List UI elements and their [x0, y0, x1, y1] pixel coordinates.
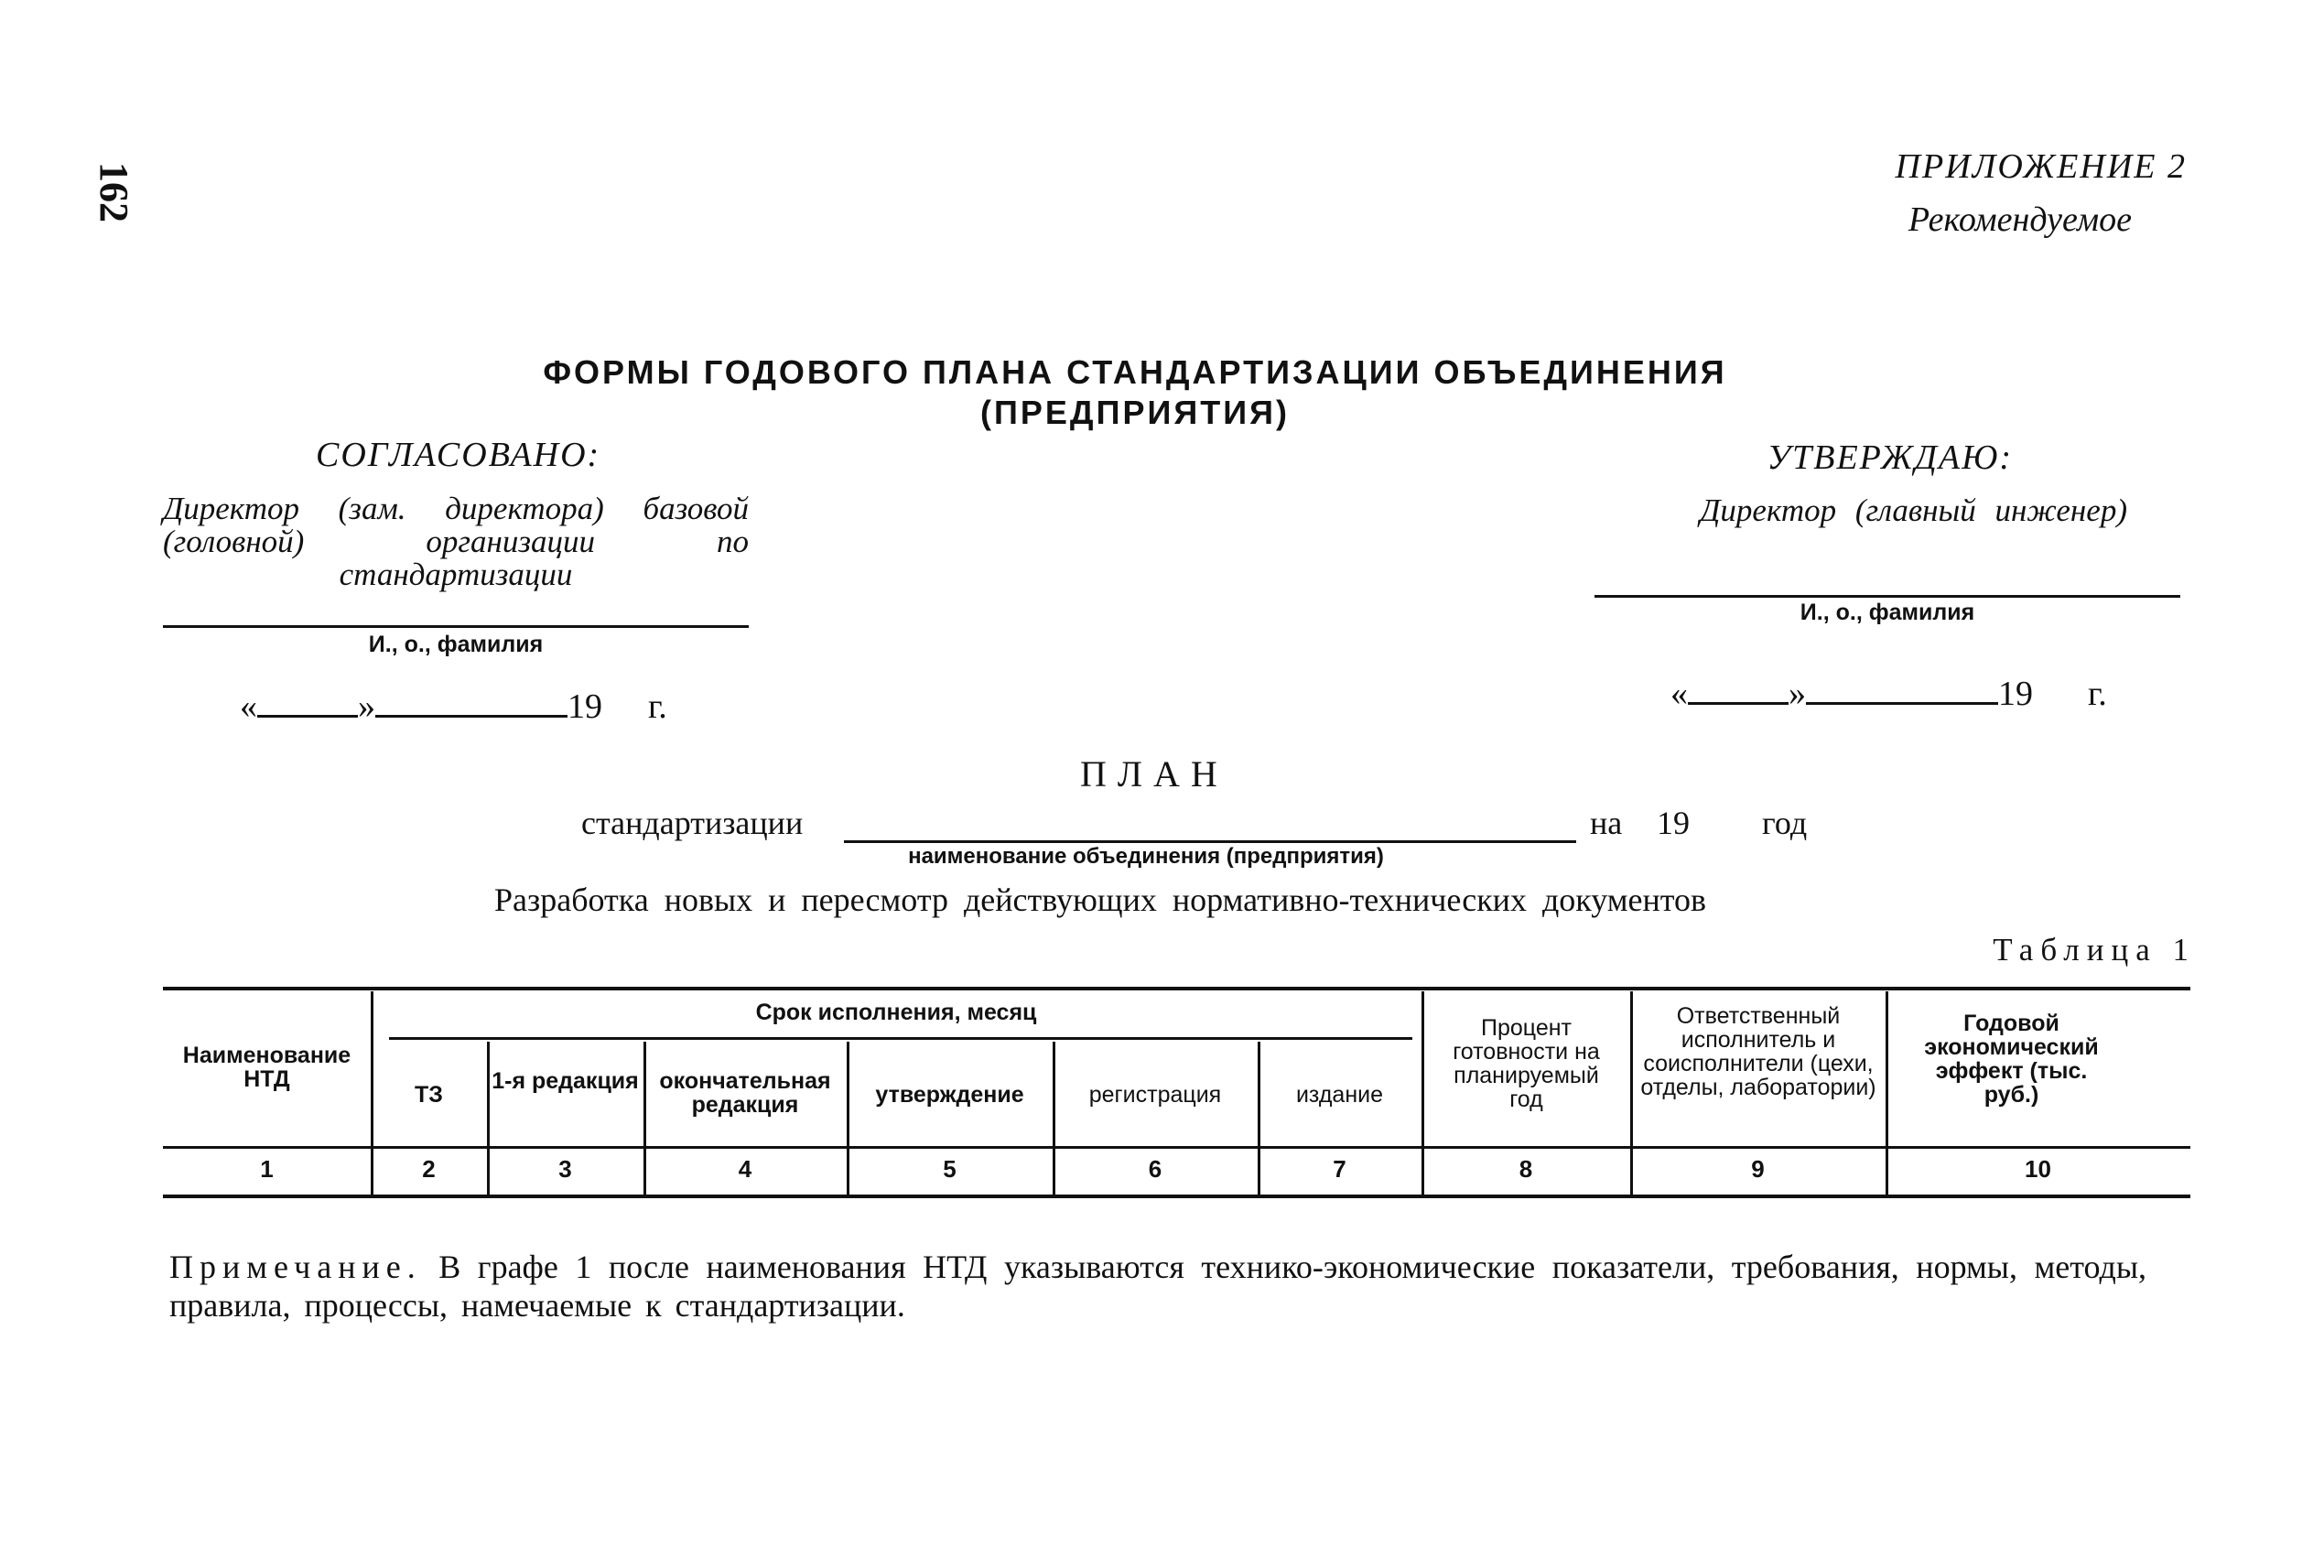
document-title-line2: (ПРЕДПРИЯТИЯ)	[980, 394, 1290, 431]
plan-year-word: год	[1762, 805, 1808, 841]
plan-subtitle: Разработка новых и пересмотр действующих нормативно-технических документов	[494, 881, 1707, 918]
column-number: 6	[1148, 1155, 1162, 1183]
column-number: 3	[558, 1155, 572, 1183]
approve-date-line	[1670, 674, 2107, 714]
column-number: 8	[1519, 1155, 1533, 1183]
column-number: 9	[1751, 1155, 1765, 1183]
column-header-tz: ТЗ	[415, 1082, 443, 1108]
agreed-heading: СОГЛАСОВАНО:	[316, 436, 601, 474]
table-bottom-rule	[163, 1195, 2190, 1198]
column-header-responsible: Ответственный исполнитель и соисполнители (цехи, отделы, лаборатории)	[1640, 1003, 1876, 1100]
table-divider	[1053, 1042, 1055, 1195]
column-header-readiness-percent: Процент готовности на планируемый год	[1453, 1015, 1600, 1112]
footnote-text: В графе 1 после наименования НТД указываются технико-экономические показатели, требования, нормы, методы, правила, процессы, намечаемые к стандартизации.	[169, 1249, 2147, 1324]
appendix-subtitle: Рекомендуемое	[1908, 200, 2132, 239]
column-header-economic-effect: Годовой экономический эффект (тыс. руб.)	[1924, 1011, 2099, 1108]
plan-prefix: стандартизации	[581, 805, 804, 841]
appendix-title: ПРИЛОЖЕНИЕ 2	[1895, 147, 2187, 186]
table-top-rule	[163, 987, 2190, 990]
table-divider	[371, 991, 373, 1195]
plan-title: ПЛАН	[1080, 753, 1228, 795]
agreed-signature-line	[163, 625, 749, 628]
agreed-month-blank	[375, 687, 567, 718]
footnote	[169, 1248, 2146, 1325]
column-number: 2	[422, 1155, 436, 1183]
table-divider	[1886, 991, 1888, 1195]
approve-year-suffix: г.	[2088, 675, 2107, 713]
approve-month-blank	[1806, 675, 1998, 705]
approve-year: 19	[1998, 675, 2033, 713]
table-group-rule	[389, 1037, 1412, 1040]
table-divider	[487, 1042, 490, 1195]
approve-heading: УТВЕРЖДАЮ:	[1767, 438, 2013, 477]
agreed-date-line	[240, 687, 667, 727]
agreed-signatory-text: Директор (зам. директора) базовой (головной) организации по стандартизации	[163, 491, 749, 592]
table-divider	[643, 1042, 646, 1195]
approve-signatory-text: Директор (главный инженер)	[1700, 492, 2127, 528]
column-header-registration: регистрация	[1088, 1082, 1222, 1108]
table-label: Таблица 1	[1993, 932, 2196, 968]
document-title-line1: ФОРМЫ ГОДОВОГО ПЛАНА СТАНДАРТИЗАЦИИ ОБЪЕДИНЕНИЯ	[543, 353, 1727, 391]
plan-on-word: на	[1590, 805, 1623, 841]
column-header-approval: утверждение	[875, 1082, 1024, 1108]
agreed-year-suffix: г.	[648, 687, 667, 726]
approve-date-open-quote: «	[1670, 675, 1688, 713]
agreed-signature-caption: И., о., фамилия	[368, 632, 544, 657]
page-number: 162	[92, 162, 136, 222]
column-number: 7	[1333, 1155, 1346, 1183]
document-title	[458, 352, 1812, 433]
approve-day-blank	[1688, 675, 1789, 705]
column-header-publication: издание	[1295, 1082, 1384, 1108]
column-header-first-edition: 1-я редакция	[492, 1068, 639, 1094]
plan-organization-field-line	[844, 840, 1576, 843]
table-divider	[1630, 991, 1633, 1195]
approve-date-close-quote: »	[1789, 675, 1806, 713]
table-divider	[1258, 1042, 1260, 1195]
column-group-header-deadline: Срок исполнения, месяц	[755, 1000, 1037, 1025]
column-header-final-edition: окончательная редакция	[659, 1068, 831, 1118]
plan-year: 19	[1657, 805, 1690, 841]
column-number: 4	[738, 1155, 752, 1183]
column-number: 1	[260, 1155, 274, 1183]
table-divider	[847, 1042, 849, 1195]
column-number: 5	[943, 1155, 957, 1183]
table-divider	[1421, 991, 1424, 1195]
approve-signature-caption: И., о., фамилия	[1800, 600, 1975, 625]
agreed-date-open-quote: «	[240, 687, 257, 726]
column-header-ntd-name: Наименование НТД	[182, 1043, 351, 1092]
agreed-year: 19	[567, 687, 602, 726]
approve-signature-line	[1594, 595, 2180, 598]
footnote-head: Примечание.	[169, 1249, 422, 1285]
column-number: 10	[2025, 1155, 2051, 1183]
plan-organization-field-caption: наименование объединения (предприятия)	[908, 844, 1384, 869]
agreed-day-blank	[257, 687, 358, 718]
agreed-date-close-quote: »	[358, 687, 375, 726]
table-header-bottom-rule	[163, 1146, 2190, 1149]
